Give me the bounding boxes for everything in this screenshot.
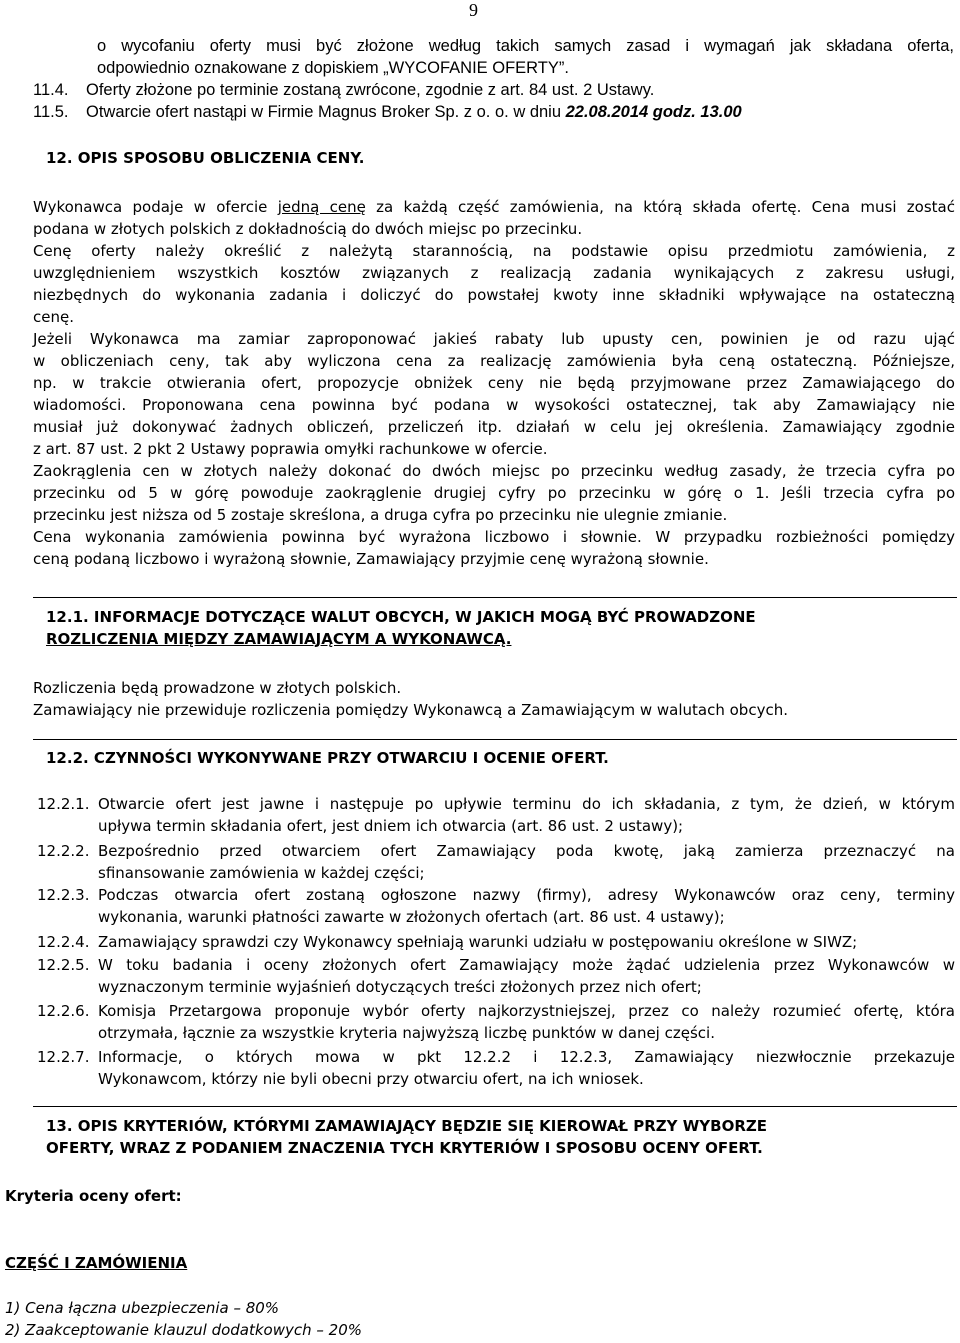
item-number: 12.2.5. xyxy=(37,956,90,974)
paragraph-4-line: Zaokrąglenia cen w złotych należy dokonać do dwóch miejsc po przecinku według zasady, że trzecia cyfra po xyxy=(33,462,955,480)
paragraph-2-line: uwzględnieniem wszystkich kosztów związanych z realizacją zadania wynikających z zakresu usługi, xyxy=(33,264,955,282)
paragraph-1-line-1 xyxy=(33,196,955,218)
item-number: 12.2.4. xyxy=(37,933,90,951)
item-12-2-5 xyxy=(98,954,955,998)
no-foreign-currency-text: Zamawiający nie przewiduje rozliczenia pomiędzy Wykonawcą a Zamawiającym w walutach obcych. xyxy=(33,701,788,719)
criterion-price: 1) Cena łączna ubezpieczenia – 80% xyxy=(5,1299,280,1317)
paragraph-1-line-2: podana w złotych polskich z dokładnością do dwóch miejsc po przecinku. xyxy=(33,220,583,238)
item-line: Komisja Przetargowa proponuje wybór oferty najkorzystniejszej, przez co należy rozumieć ofertę, która xyxy=(98,1002,955,1020)
item-number: 12.2.3. xyxy=(37,886,90,904)
item-number: 12.2.2. xyxy=(37,842,90,860)
section-12-1-heading-line2: ROZLICZENIA MIĘDZY ZAMAWIAJĄCYM A WYKONAWCĄ. xyxy=(46,630,512,648)
paragraph-2-line: Cenę oferty należy określić z należytą starannością, na podstawie opisu przedmiotu zamówienia, z xyxy=(33,242,955,260)
section-12-paragraph-2 xyxy=(33,240,955,328)
item-line: otrzymała, łącznie za wszystkie kryteria najwyższą liczbę punktów w danej części. xyxy=(98,1024,715,1042)
section-12-paragraph-3 xyxy=(33,328,955,460)
paragraph-2-line: cenę. xyxy=(33,308,74,326)
item-line: Otwarcie ofert jest jawne i następuje po upływie terminu do ich składania, z tym, że dzień, w którym xyxy=(98,795,955,813)
item-number: 12.2.1. xyxy=(37,795,90,813)
item-11-5-text xyxy=(86,101,742,123)
section-12-heading: 12. OPIS SPOSOBU OBLICZENIA CENY. xyxy=(46,149,365,167)
item-line: W toku badania i oceny złożonych ofert Zamawiający może żądać udzielenia przez Wykonawców w xyxy=(98,956,955,974)
single-price-underlined: jedną cenę xyxy=(277,198,366,216)
section-12-paragraph-1 xyxy=(33,196,955,240)
item-line: Wykonawcom, którzy nie byli obecni przy otwarciu ofert, na ich wniosek. xyxy=(98,1070,644,1088)
item-line: wyznaczonym terminie wyjaśnień dotyczących treści złożonych przez nich ofert; xyxy=(98,978,702,996)
item-11-5-number: 11.5. xyxy=(33,103,69,121)
settlement-currency-text: Rozliczenia będą prowadzone w złotych polskich. xyxy=(33,679,402,697)
paragraph-3-line: z art. 87 ust. 2 pkt 2 Ustawy poprawia omyłki rachunkowe w ofercie. xyxy=(33,440,548,458)
withdrawal-text-line1: o wycofaniu oferty musi być złożone według takich samych zasad i wymagań jak składana oferta, xyxy=(97,37,954,55)
item-11-4-number: 11.4. xyxy=(33,81,69,99)
criterion-clauses: 2) Zaakceptowanie klauzul dodatkowych – 20% xyxy=(5,1321,362,1339)
paragraph-3-line: wiadomości. Proponowana cena powinna być podana w wysokości ostatecznej, tak aby Zamawiający nie xyxy=(33,396,955,414)
item-line: Podczas otwarcia ofert zostaną ogłoszone nazwy (firmy), adresy Wykonawców oraz ceny, terminy xyxy=(98,886,955,904)
item-line: Bezpośrednio przed otwarciem ofert Zamawiający poda kwotę, jaką zamierza przeznaczyć na xyxy=(98,842,955,860)
section-12-2-heading: 12.2. CZYNNOŚCI WYKONYWANE PRZY OTWARCIU I OCENIE OFERT. xyxy=(46,749,609,767)
item-line: sfinansowanie zamówienia w każdej części; xyxy=(98,864,425,882)
paragraph-5-line: Cena wykonania zamówienia powinna być wyrażona liczbowo i słownie. W przypadku rozbieżności pomiędzy xyxy=(33,528,955,546)
item-line: upływa termin składania ofert, jest dniem ich otwarcia (art. 86 ust. 2 ustawy); xyxy=(98,817,684,835)
withdrawal-text-line2: odpowiednio oznakowane z dopiskiem „WYCOFANIE OFERTY”. xyxy=(97,59,569,77)
paragraph-3-line: Jeżeli Wykonawca ma zamiar zaproponować jakieś rabaty lub upusty cen, powinien je od razu ująć xyxy=(33,330,955,348)
item-number: 12.2.7. xyxy=(37,1048,90,1066)
item-12-2-4: Zamawiający sprawdzi czy Wykonawcy spełniają warunki udziału w postępowaniu określone w SIWZ; xyxy=(98,933,858,951)
item-11-4-text: Oferty złożone po terminie zostaną zwrócone, zgodnie z art. 84 ust. 2 Ustawy. xyxy=(86,81,655,99)
item-line: wykonania, warunki płatności zawarte w złożonych ofertach (art. 86 ust. 4 ustawy); xyxy=(98,908,725,926)
criteria-label: Kryteria oceny ofert: xyxy=(5,1187,182,1205)
opening-date: 22.08.2014 godz. 13.00 xyxy=(565,103,742,121)
item-11-5-body: Otwarcie ofert nastąpi w Firmie Magnus Broker Sp. z o. o. w dniu xyxy=(86,103,566,121)
paragraph-3-line: musiał już dokonywać żadnych obliczeń, przeliczeń itp. działań w celu jej określenia. Zamawiający zgodnie xyxy=(33,418,955,436)
item-12-2-2 xyxy=(98,840,955,884)
divider xyxy=(33,597,957,598)
item-12-2-1 xyxy=(98,793,955,837)
section-13-heading-line2: OFERTY, WRAZ Z PODANIEM ZNACZENIA TYCH KRYTERIÓW I SPOSOBU OCENY OFERT. xyxy=(46,1139,763,1157)
item-12-2-6 xyxy=(98,1000,955,1044)
divider xyxy=(33,739,957,740)
paragraph-1-text-b: za każdą część zamówienia, na którą składa ofertę. Cena musi zostać xyxy=(365,198,955,216)
part-one-label: CZĘŚĆ I ZAMÓWIENIA xyxy=(5,1254,188,1272)
item-line: Informacje, o których mowa w pkt 12.2.2 i 12.2.3, Zamawiający niezwłocznie przekazuje xyxy=(98,1048,955,1066)
section-13-heading-line1: 13. OPIS KRYTERIÓW, KTÓRYMI ZAMAWIAJĄCY BĘDZIE SIĘ KIEROWAŁ PRZY WYBORZE xyxy=(46,1117,768,1135)
paragraph-5-line: ceną podaną liczbowo i wyrażoną słownie, Zamawiający przyjmie cenę wyrażoną słownie. xyxy=(33,550,709,568)
section-12-1-heading-line1: 12.1. INFORMACJE DOTYCZĄCE WALUT OBCYCH, W JAKICH MOGĄ BYĆ PROWADZONE xyxy=(46,608,756,626)
item-12-2-7 xyxy=(98,1046,955,1090)
paragraph-2-line: niezbędnych do wykonania zadania i doliczyć do powstałej kwoty inne składniki wpływające na ostateczną xyxy=(33,286,955,304)
paragraph-3-line: np. w trakcie otwierania ofert, propozycje obniżek ceny nie będą przyjmowane przez Zamawiającego do xyxy=(33,374,955,392)
divider xyxy=(33,1106,957,1107)
item-number: 12.2.6. xyxy=(37,1002,90,1020)
item-12-2-3 xyxy=(98,884,955,928)
paragraph-4-line: przecinku od 5 w górę powoduje zaokrąglenie drugiej cyfry po przecinku w górę o 1. Jeśli trzecia cyfra po xyxy=(33,484,955,502)
paragraph-1-text-a: Wykonawca podaje w ofercie xyxy=(33,198,278,216)
section-12-paragraph-4 xyxy=(33,460,955,526)
paragraph-4-line: przecinku jest niższa od 5 zostaje skreślona, a druga cyfra po przecinku nie ulegnie zmianie. xyxy=(33,506,728,524)
paragraph-3-line: w obliczeniach ceny, tak aby wyliczona cena za realizację zamówienia była ceną ostateczną. Późniejsze, xyxy=(33,352,955,370)
page-number: 9 xyxy=(469,0,478,20)
section-12-paragraph-5 xyxy=(33,526,955,570)
